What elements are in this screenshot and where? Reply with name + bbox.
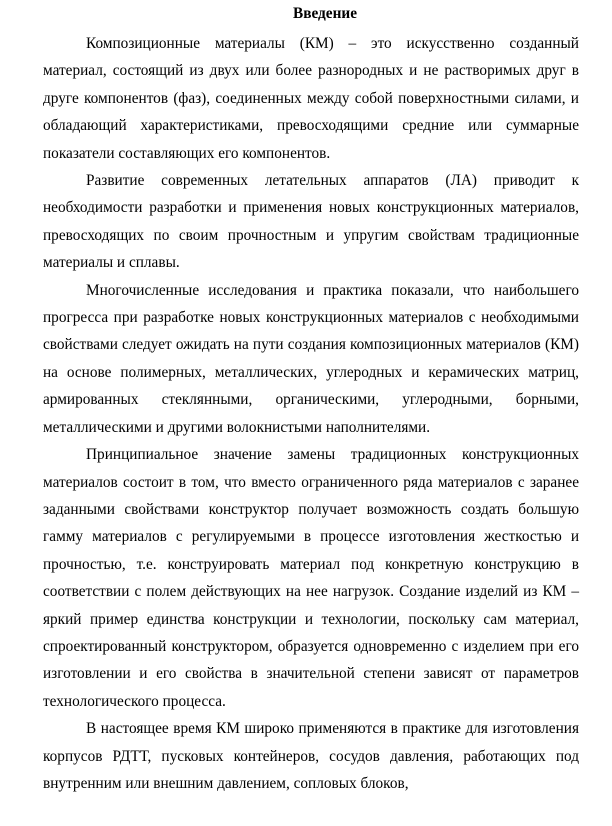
paragraph-research-progress: Многочисленные исследования и практика показали, что наибольшего прогресса при разработке новых конструкционных материалов с необходимыми свойствами следует ожидать на пути создания композиционных материалов (КМ) на основе полимерных, металлических, углеродных и керамических матриц, армированных стеклянными, органическими, углеродными, борными, металлическими и другими волокнистыми наполнителями.: [43, 281, 579, 436]
page-title: Введение: [293, 5, 357, 22]
paragraph-aircraft-development: Развитие современных летательных аппаратов (ЛА) приводит к необходимости разработки и применения новых конструкционных материалов, превосходящих по своим прочностным и упругим свойствам традиционные материалы и сплавы.: [43, 172, 579, 272]
document-body: [43, 30, 579, 797]
paragraph-definition: Композиционные материалы (КМ) – это искусственно созданный материал, состоящий из двух или более разнородных и не растворимых друг в друге компонентов (фаз), соединенных между собой поверхностными силами, и обладающий характеристиками, превосходящими средние или суммарные показатели составляющих его компонентов.: [43, 35, 579, 162]
paragraph-current-applications: В настоящее время КМ широко применяются в практике для изготовления корпусов РДТТ, пусковых контейнеров, сосудов давления, работающих под внутренним или внешним давлением, сопловых блоков,: [43, 720, 579, 792]
paragraph-replacement-significance: Принципиальное значение замены традиционных конструкционных материалов состоит в том, что вместо ограниченного ряда материалов с заранее заданными свойствами конструктор получает возможность создать большую гамму материалов с регулируемыми в процессе изготовления жесткостью и прочностью, т.е. конструировать материал под конкретную конструкцию в соответствии с полем действующих на нее нагрузок. Создание изделий из КМ – яркий пример единства конструкции и технологии, поскольку сам материал, спроектированный конструктором, образуется одновременно с изделием при его изготовлении и его свойства в значительной степени зависят от параметров технологического процесса.: [43, 446, 579, 710]
